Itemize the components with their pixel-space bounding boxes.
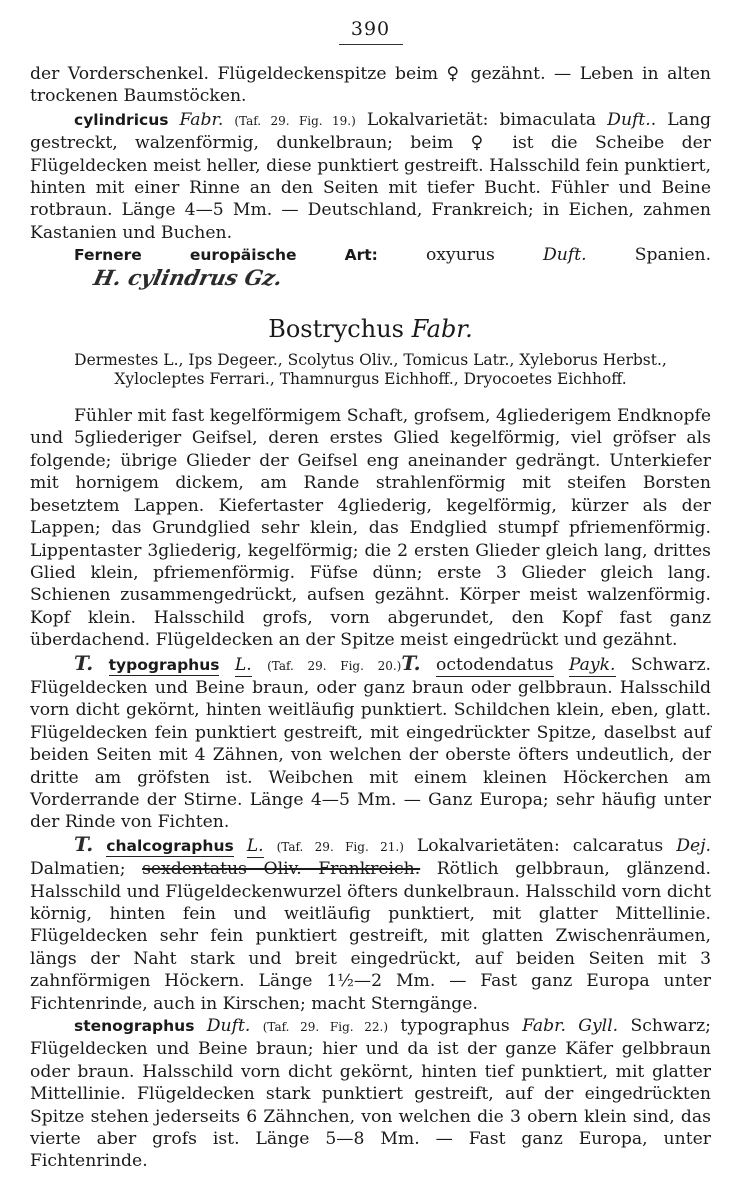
- species-description: Schwarz. Flügeldecken und Beine braun, oder ganz braun oder gelbbraun. Halsschild vorn dicht gekörnt, hinten weitläufig punktiert. Schildchen klein, eben, glatt. Flügeldecken fein punktiert gestreift, mit eingedrückter Spitze, daselbst auf beiden Seiten mit 4 Zähnen, von welchen der oberste öfters undeutlich, der dritte am gröfsten ist. Weibchen mit einem kleinen Höckerchen am Vorderrande der Stirne. Länge 4—5 Mm. — Ganz Europa; sehr häufig unter der Rinde von Fichten.: [30, 654, 712, 833]
- species-stenographus: [30, 1015, 711, 1173]
- species-name: chalcographus: [106, 836, 234, 855]
- species-description: Lang gestreckt, walzenförmig, dunkelbraun; beim ♀ ist die Scheibe der Flügeldecken meist heller, diese punktiert gestreift. Halsschild fein punktiert, hinten mit einer Rinne an den Seiten mit tiefer Bucht. Fühler und Beine rotbraun. Länge 4—5 Mm. — Deutschland, Frankreich; in Eichen, zahmen Kastanien und Buchen.: [30, 109, 712, 243]
- variety-author: Dej.: [676, 835, 711, 856]
- synonym-name: typographus: [400, 1016, 510, 1037]
- species-name: cylindricus: [74, 110, 169, 129]
- handwritten-mark: T.: [74, 650, 94, 675]
- species-author: Duft.: [206, 1016, 251, 1037]
- species-name: stenographus: [74, 1017, 195, 1036]
- page-number: 390: [350, 18, 391, 40]
- further-species-author: Duft.: [543, 245, 587, 266]
- synonym-author: Payk.: [568, 654, 616, 675]
- synonym-author: Fabr. Gyll.: [522, 1016, 619, 1037]
- struck-synonym: sexdentatus Oliv. Frankreich.: [142, 859, 421, 880]
- variety-text: Lokalvarietät: bimaculata: [366, 109, 597, 130]
- species-chalcographus: [30, 831, 711, 1015]
- species-description: Schwarz; Flügeldecken und Beine braun; hier und da ist der ganze Käfer gelbbraun oder braun. Halsschild vorn dicht gekörnt, hinten tief punktiert, mit glatter Mittellinie. Flügeldecken stark punktiert gestreift, auf der eingedrückten Spitze stehen jederseits 6 Zähnchen, von welchen die 3 obern klein sind, das vierte aber grofs ist. Länge 5—8 Mm. — Fast ganz Europa, unter Fichtenrinde.: [30, 1016, 711, 1172]
- species-cylindricus: cylindricus Fabr. (Taf. 29. Fig. 19.) Lokalvarietät: bimaculata Duft.. Lang gestreckt, walzenförmig, dunkelbraun; beim ♀ ist die Scheibe der Flügeldecken meist heller, diese punktiert gestreift. Halsschild fein punktiert, hinten mit einer Rinne an den Seiten mit tiefer Bucht. Fühler und Beine rotbraun. Länge 4—5 Mm. — Deutschland, Frankreich; in Eichen, zahmen Kastanien und Buchen.: [30, 109, 712, 243]
- genus-name: Bostrychus: [268, 315, 404, 344]
- plate-reference: (Taf. 29. Fig. 21.): [276, 839, 404, 854]
- genus-heading: [30, 315, 711, 343]
- plate-reference: (Taf. 29. Fig. 20.): [267, 658, 402, 673]
- handwritten-annotation: H. cylindrus Gz.: [91, 264, 285, 290]
- handwritten-mark: T.: [401, 650, 421, 675]
- plate-reference: (Taf. 29. Fig. 22.): [262, 1020, 389, 1035]
- genus-synonyms: [30, 351, 711, 389]
- plate-reference: (Taf. 29. Fig. 19.): [234, 113, 356, 128]
- further-species-locality: Spanien.: [634, 245, 712, 266]
- synonyms-line: Xylocleptes Ferrari., Thamnurgus Eichhoff., Dryocoetes Eichhoff.: [114, 370, 627, 389]
- handwritten-mark: T.: [74, 831, 94, 856]
- further-species-name: oxyurus: [425, 245, 495, 266]
- further-species-label: Fernere europäische Art:: [74, 246, 378, 265]
- paragraph-continuation: der Vorderschenkel. Flügeldeckenspitze beim ♀ gezähnt. — Leben in alten trockenen Baumstöcken.: [30, 64, 711, 107]
- variety-locality: Dalmatien;: [30, 859, 126, 880]
- species-author: Fabr.: [179, 109, 224, 130]
- species-typographus: [30, 650, 712, 834]
- species-name: typographus: [108, 655, 220, 674]
- further-species: [30, 244, 711, 291]
- synonym-name: octodendatus: [436, 654, 554, 675]
- genus-author: Fabr.: [411, 315, 473, 344]
- page-number-rule: [339, 44, 403, 45]
- variety-author: Duft.: [607, 109, 651, 130]
- species-description: Rötlich gelbbraun, glänzend. Halsschild und Flügeldeckenwurzel öfters dunkelbraun. Halsschild vorn dicht körnig, hinten fein und weitläufig punktiert, mit glatter Mittellinie. Flügeldecken sehr fein punktiert gestreift, mit glatten Zwischenräumen, längs der Naht stark und breit eingedrückt, auf beiden Seiten mit 3 zahnförmigen Höckern. Länge 1½—2 Mm. — Fast ganz Europa unter Fichtenrinde, auch in Kirschen; macht Sterngänge.: [30, 859, 711, 1014]
- species-author: L.: [234, 654, 252, 675]
- synonyms-line: Dermestes L., Ips Degeer., Scolytus Oliv., Tomicus Latr., Xyleborus Herbst.,: [74, 351, 667, 370]
- species-author: L.: [246, 835, 264, 856]
- variety-text: Lokalvarietäten: calcaratus: [416, 835, 664, 856]
- genus-description: Fühler mit fast kegelförmigem Schaft, grofsem, 4gliederigem Endknopfe und 5gliederiger Geifsel, deren erstes Glied kegelförmig, viel gröfser als folgende; übrige Glieder der Geifsel eng aneinander gedrängt. Unterkiefer mit hornigem dickem, am Rande strahlenförmig mit steifen Borsten besetztem Lappen. Kiefertaster 4gliederig, kegelförmig, kürzer als der Lappen; das Grundglied sehr klein, das Endglied stumpf pfriemenförmig. Lippentaster 3gliederig, kegelförmig; die 2 ersten Glieder gleich lang, drittes Glied klein, pfriemenförmig. Füfse dünn; erste 3 Glieder gleich lang. Schienen zusammengedrückt, aufsen gezähnt. Körper meist walzenförmig. Kopf klein. Halsschild grofs, vorn abgerundet, den Kopf fast ganz überdachend. Flügeldecken an der Spitze meist eingedrückt und gezähnt.: [30, 406, 711, 651]
